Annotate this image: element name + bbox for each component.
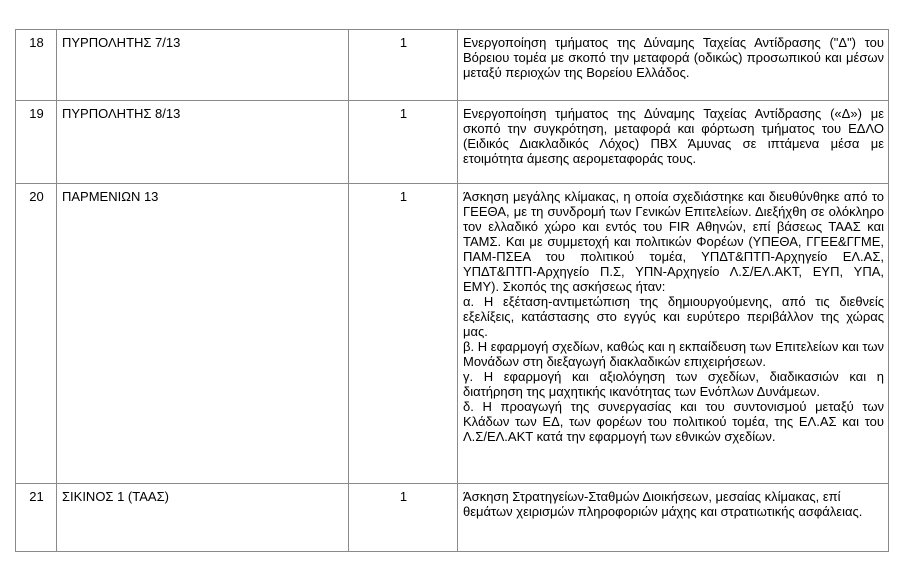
description-paragraph: Άσκηση Στρατηγείων-Σταθμών Διοικήσεων, μεσαίας κλίμακας, επί θεμάτων χειρισμών πληροφοριών μάχης και στρατιωτικής ασφάλειας. bbox=[463, 489, 863, 519]
description-paragraph: Άσκηση μεγάλης κλίμακας, η οποία σχεδιάστηκε και διευθύνθηκε από το ΓΕΕΘΑ, με τη συνδρομή των Γενικών Επιτελείων. Διεξήχθη σε ολόκληρο τον ελλαδικό χώρο και εντός του FIR Αθηνών, επί βάσεως ΤΑΑΣ και ΤΑΜΣ. Και με συμμετοχή και πολιτικών Φορέων (ΥΠΕΘΑ, ΓΓΕΕ&ΓΓΜΕ, ΠΑΜ-ΠΣΕΑ του πολιτικού τομέα, ΥΠΔΤ&ΠΤΠ-Αρχηγείο ΕΛ.ΑΣ, ΥΠΔΤ&ΠΤΠ-Αρχηγείο Π.Σ, ΥΠΝ-Αρχηγείο Λ.Σ/ΕΛ.ΑΚΤ, ΕΥΠ, ΥΠΑ, ΕΜΥ). Σκοπός της ασκήσεως ήταν: bbox=[463, 189, 884, 294]
exercise-description bbox=[458, 184, 889, 484]
exercise-count: 1 bbox=[349, 184, 458, 484]
table-row bbox=[16, 101, 889, 184]
table-row bbox=[16, 484, 889, 552]
description-paragraph: Ενεργοποίηση τμήματος της Δύναμης Ταχείας Αντίδρασης ("Δ") του Βόρειου τομέα με σκοπό την μεταφορά (οδικώς) προσωπικού και μέσων μεταξύ περιοχών της Βορείου Ελλάδος. bbox=[463, 35, 884, 80]
row-number: 21 bbox=[16, 484, 57, 552]
exercise-name: ΣΙΚΙΝΟΣ 1 (ΤΑΑΣ) bbox=[57, 484, 349, 552]
exercise-count: 1 bbox=[349, 484, 458, 552]
exercise-count: 1 bbox=[349, 30, 458, 101]
exercise-count: 1 bbox=[349, 101, 458, 184]
exercise-description bbox=[458, 101, 889, 184]
exercises-table bbox=[15, 29, 889, 552]
row-number: 18 bbox=[16, 30, 57, 101]
row-number: 19 bbox=[16, 101, 57, 184]
exercise-name: ΠΥΡΠΟΛΗΤΗΣ 8/13 bbox=[57, 101, 349, 184]
objective-d: δ. Η προαγωγή της συνεργασίας και του συντονισμού μεταξύ των Κλάδων των ΕΔ, των φορέων του πολιτικού τομέα, της ΕΛ.ΑΣ και του Λ.Σ/ΕΛ.ΑΚΤ κατά την εφαρμογή των εθνικών σχεδίων. bbox=[463, 399, 884, 444]
exercise-name: ΠΥΡΠΟΛΗΤΗΣ 7/13 bbox=[57, 30, 349, 101]
exercise-description bbox=[458, 484, 889, 552]
exercise-description bbox=[458, 30, 889, 101]
table-row bbox=[16, 30, 889, 101]
objective-a: α. Η εξέταση-αντιμετώπιση της δημιουργούμενης, από τις διεθνείς εξελίξεις, κατάστασης στο εγγύς και ευρύτερο περιβάλλον της χώρας μας. bbox=[463, 294, 884, 339]
objective-c: γ. Η εφαρμογή και αξιολόγηση των σχεδίων, διαδικασιών και η διατήρηση της μαχητικής ικανότητας των Ενόπλων Δυνάμεων. bbox=[463, 369, 884, 399]
row-number: 20 bbox=[16, 184, 57, 484]
table-row bbox=[16, 184, 889, 484]
exercise-name: ΠΑΡΜΕΝΙΩΝ 13 bbox=[57, 184, 349, 484]
description-paragraph: Ενεργοποίηση τμήματος της Δύναμης Ταχείας Αντίδρασης («Δ») με σκοπό την συγκρότηση, μεταφορά και φόρτωση τμήματος του ΕΔΛΟ (Ειδικός Διακλαδικός Λόχος) ΠΒΧ Άμυνας σε ιπτάμενα μέσα με ετοιμότητα άμεσης αερομεταφοράς τους. bbox=[463, 106, 884, 166]
objective-b: β. Η εφαρμογή σχεδίων, καθώς και η εκπαίδευση των Επιτελείων και των Μονάδων στη διεξαγωγή διακλαδικών επιχειρήσεων. bbox=[463, 339, 884, 369]
